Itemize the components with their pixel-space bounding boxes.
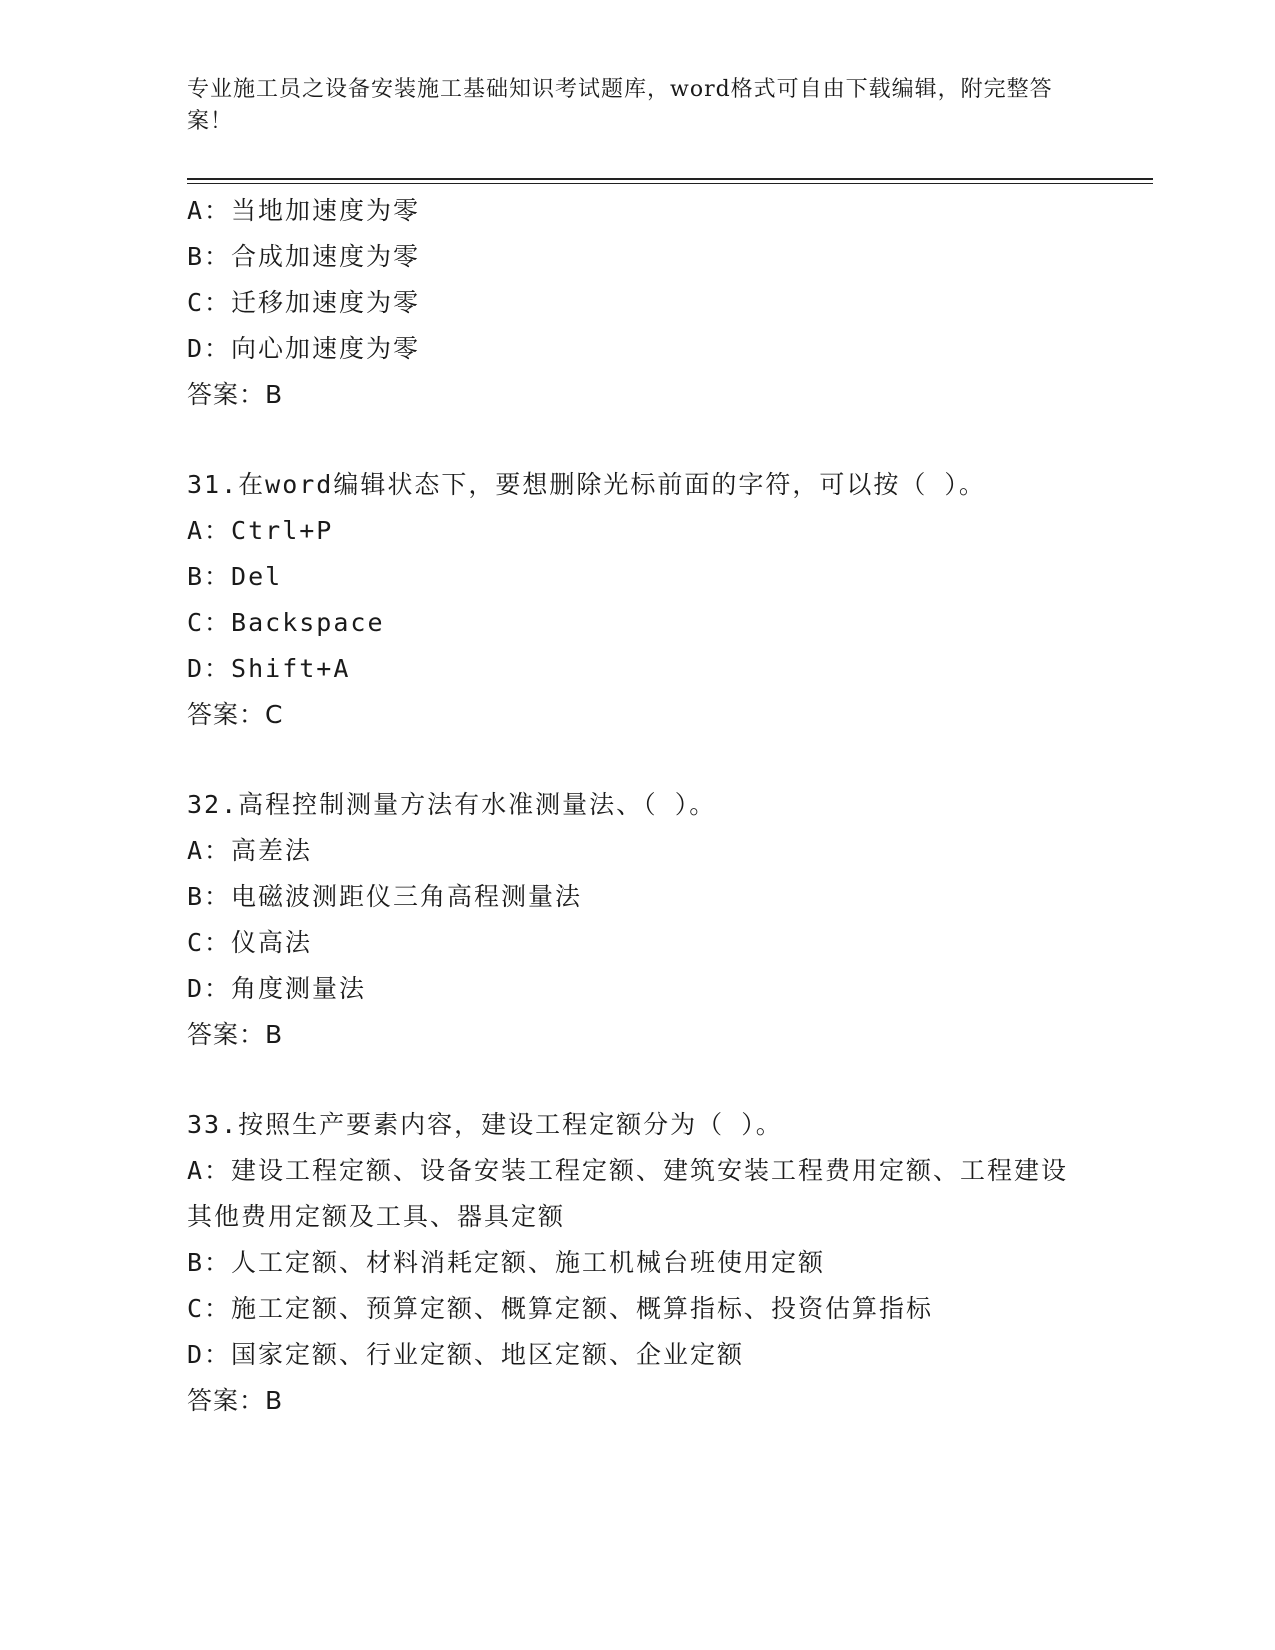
page-header-title: 专业施工员之设备安装施工基础知识考试题库，word格式可自由下载编辑，附完整答案！ [187,77,1053,134]
question-32-text: 32.高程控制测量方法有水准测量法、（ ）。 [187,790,717,819]
question-31-option-b: B：Del [187,562,283,591]
question-33-option-b: B：人工定额、材料消耗定额、施工机械台班使用定额 [187,1248,826,1277]
question-30-option-c: C：迁移加速度为零 [187,288,421,317]
question-31-option-a: A：Ctrl+P [187,516,334,545]
question-32-option-c: C：仪高法 [187,928,313,957]
question-32-option-d: D：角度测量法 [187,974,367,1003]
question-31-option-d: D：Shift+A [187,654,351,683]
header-divider [187,178,1153,180]
question-30 [187,188,1147,418]
question-30-option-d: D：向心加速度为零 [187,334,421,363]
question-32 [187,782,1147,1058]
question-31-option-c: C：Backspace [187,608,385,637]
question-32-answer: 答案：B [187,1020,284,1049]
question-32-option-a: A：高差法 [187,836,313,865]
question-31 [187,462,1147,738]
question-list [187,188,1147,1424]
question-32-option-b: B：电磁波测距仪三角高程测量法 [187,882,583,911]
question-33-text: 33.按照生产要素内容，建设工程定额分为（ ）。 [187,1110,783,1139]
question-31-answer: 答案：C [187,700,284,729]
question-33-option-c: C：施工定额、预算定额、概算定额、概算指标、投资估算指标 [187,1294,934,1323]
question-30-option-b: B：合成加速度为零 [187,242,421,271]
question-33-option-a: A：建设工程定额、设备安装工程定额、建筑安装工程费用定额、工程建设其他费用定额及工具、器具定额 [187,1156,1069,1231]
question-30-answer: 答案：B [187,380,284,409]
question-33 [187,1102,1147,1424]
question-31-text: 31.在word编辑状态下，要想删除光标前面的字符，可以按（ ）。 [187,470,986,499]
question-33-option-d: D：国家定额、行业定额、地区定额、企业定额 [187,1340,745,1369]
header-divider-thin [187,183,1153,184]
question-33-answer: 答案：B [187,1386,284,1415]
question-30-option-a: A：当地加速度为零 [187,196,421,225]
